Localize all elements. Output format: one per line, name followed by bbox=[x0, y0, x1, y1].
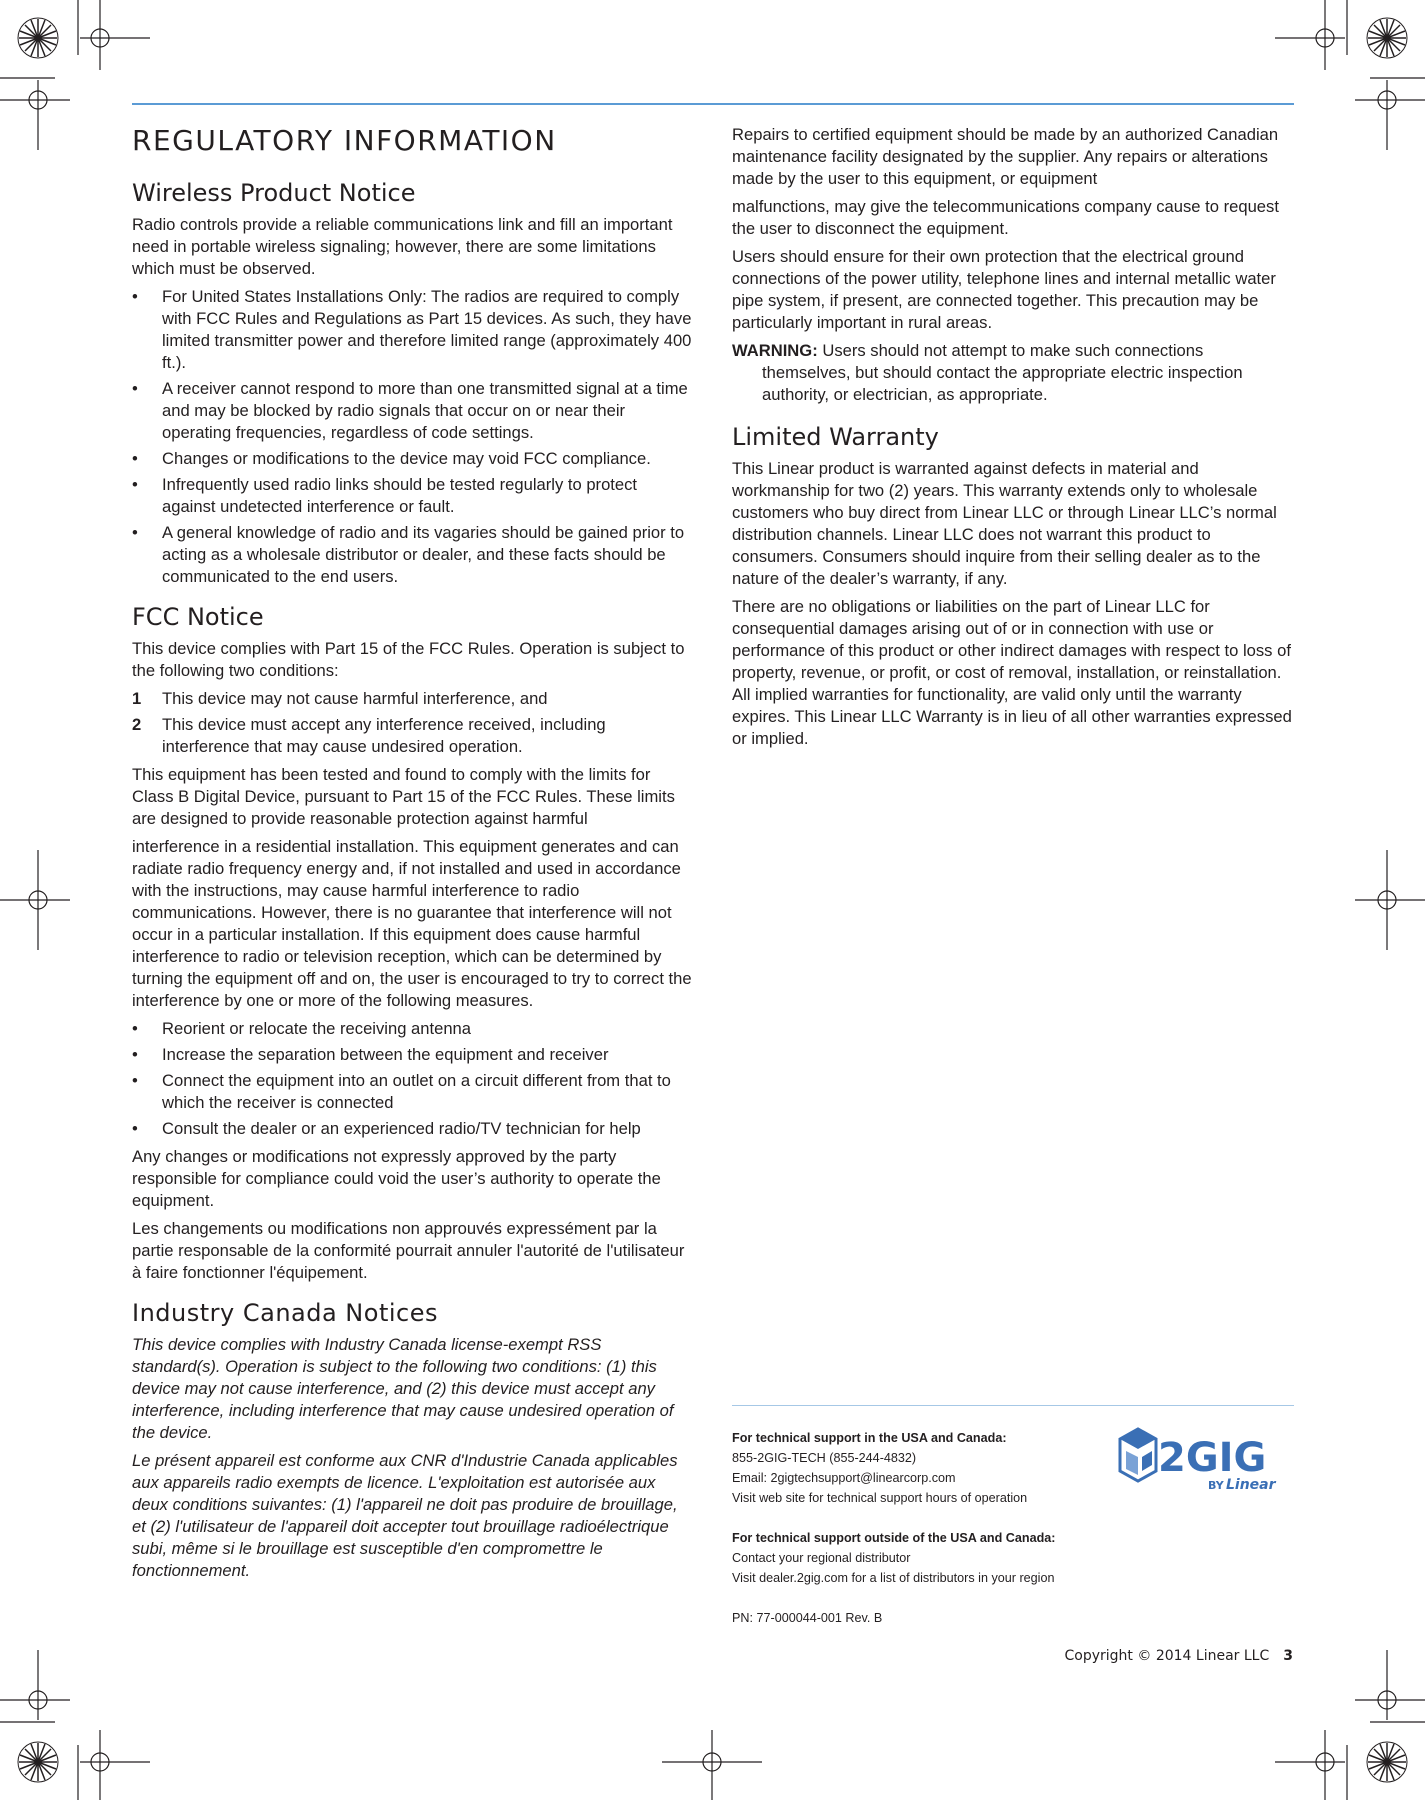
logo-brand-text: Linear bbox=[1226, 1477, 1276, 1493]
starburst-rays bbox=[19, 19, 1406, 1781]
fcc-intro: This device complies with Part 15 of the FCC Rules. Operation is subject to the following two conditions: bbox=[132, 639, 685, 680]
warning-para: WARNING: Users should not attempt to make such connections themselves, but should contact the appropriate electric inspection authority, or electrician, as appropriate. bbox=[732, 341, 1243, 404]
warranty-para-2: There are no obligations or liabilities on the part of Linear LLC for consequential damages arising out of or in connection with use or performance of this product or other indirect damages with respect to loss of property, revenue, or profit, or cost of removal, installation, or reinstallation. All implied warranties for functionality, are valid only until the warranty expires. This Linear LLC Warranty is in lieu of all other warranties expressed or implied. bbox=[732, 597, 1292, 748]
fcc-para-1: This equipment has been tested and found to comply with the limits for Class B Digital Device, pursuant to Part 15 of the FCC Rules. These limits are designed to provide reasonable protection against harmful bbox=[132, 765, 675, 828]
list-item: • Consult the dealer or an experienced radio/TV technician for help bbox=[132, 1119, 641, 1138]
logo-main-text: 2GIG bbox=[1158, 1435, 1267, 1481]
list-item: • Reorient or relocate the receiving antenna bbox=[132, 1019, 472, 1038]
support-phone: 855-2GIG-TECH (855-244-4832) bbox=[732, 1451, 917, 1465]
support-web: Visit web site for technical support hours of operation bbox=[732, 1491, 1028, 1505]
starburst-mark bbox=[18, 18, 1407, 1782]
list-item: • Increase the separation between the equipment and receiver bbox=[132, 1045, 609, 1064]
support-email: Email: 2gigtechsupport@linearcorp.com bbox=[732, 1471, 956, 1485]
copyright-text: Copyright © 2014 Linear LLC bbox=[1064, 1648, 1270, 1664]
support-usa-heading: For technical support in the USA and Canada: bbox=[732, 1431, 1007, 1445]
malfunctions-para: malfunctions, may give the telecommunications company cause to request the user to disconnect the equipment. bbox=[732, 197, 1279, 238]
page-title: REGULATORY INFORMATION bbox=[132, 124, 557, 157]
page-number: 3 bbox=[1283, 1648, 1293, 1664]
fcc-para-3: Any changes or modifications not expressly approved by the party responsible for compliance could void the user’s authority to operate the equipment. bbox=[132, 1147, 661, 1210]
grounding-para: Users should ensure for their own protection that the electrical ground connections of the power utility, telephone lines and internal metallic water pipe system, if present, are connected together. This precaution may be particularly important in rural areas. bbox=[732, 247, 1276, 332]
list-item: • A general knowledge of radio and its vagaries should be gained prior to acting as a wholesale distributor or dealer, and these facts should be communicated to the end users. bbox=[132, 523, 685, 586]
list-item: • A receiver cannot respond to more than one transmitted signal at a time and may be blocked by radio signals that occur on or near their operating frequencies, regardless of code settings. bbox=[132, 379, 688, 442]
list-item: • Connect the equipment into an outlet on a circuit different from that to which the receiver is connected bbox=[132, 1071, 671, 1112]
list-item: 1 This device may not cause harmful interference, and bbox=[132, 689, 548, 708]
list-item: 2 This device must accept any interference received, including interference that may cause undesired operation. bbox=[132, 715, 606, 756]
repairs-para: Repairs to certified equipment should be made by an authorized Canadian maintenance facility designated by the supplier. Any repairs or alterations made by the user to this equipment, or equipment bbox=[732, 125, 1279, 188]
wireless-intro: Radio controls provide a reliable communications link and fill an important need in portable wireless signaling; however, there are some limitations which must be observed. bbox=[132, 215, 673, 278]
canada-title: Industry Canada Notices bbox=[132, 1299, 438, 1327]
warranty-para-1: This Linear product is warranted against defects in material and workmanship for two (2) years. This warranty extends only to wholesale customers who buy direct from Linear LLC or through Linear LLC’s normal distribution channels. Linear LLC does not warrant this product to consumers. Consumers should inquire from their selling dealer as to the nature of the dealer’s warranty, if any. bbox=[732, 459, 1277, 588]
fcc-para-4: Les changements ou modifications non approuvés expressément par la partie responsable de la conformité pourrait annuler l'autorité de l'utilisateur à faire fonctionner l'équipement. bbox=[132, 1219, 685, 1282]
logo-by-text: BY bbox=[1208, 1479, 1224, 1492]
canada-french: Le présent appareil est conforme aux CNR d'Industrie Canada applicables aux appareils radio exempts de licence. L'exploitation est autorisée aux deux conditions suivantes: (1) l'appareil ne doit pas produire de brouillage, et (2) l'utilisateur de l'appareil doit accepter tout brouillage radioélectrique subi, même si le brouillage est susceptible d'en compromettre le fonctionnement. bbox=[132, 1451, 678, 1580]
list-item: • Changes or modifications to the device may void FCC compliance. bbox=[132, 449, 651, 468]
support-intl-heading: For technical support outside of the USA and Canada: bbox=[732, 1531, 1056, 1545]
list-item: • For United States Installations Only: The radios are required to comply with FCC Rules and Regulations as Part 15 devices. As such, they have limited transmitter power and therefore limited range (approximately 400 ft.). bbox=[132, 287, 692, 372]
fcc-para-2: interference in a residential installation. This equipment generates and can radiate radio frequency energy and, if not installed and used in accordance with the instructions, may cause harmful interference to radio communications. However, there is no guarantee that interference will not occur in a particular installation. If this equipment does cause harmful interference to radio or television reception, which can be determined by turning the equipment off and on, the user is encouraged to try to correct the interference by one or more of the following measures. bbox=[132, 837, 692, 1010]
fcc-title: FCC Notice bbox=[132, 603, 264, 631]
warranty-title: Limited Warranty bbox=[732, 423, 939, 451]
canada-english: This device complies with Industry Canada license-exempt RSS standard(s). Operation is subject to the following two conditions: (1) this device may not cause interference, and (2) this device must accept any interference, including interference that may cause undesired operation of the device. bbox=[132, 1335, 674, 1442]
support-dealer: Visit dealer.2gig.com for a list of distributors in your region bbox=[732, 1571, 1055, 1585]
part-number: PN: 77-000044-001 Rev. B bbox=[732, 1611, 883, 1625]
warning-label: WARNING: bbox=[732, 341, 818, 360]
list-item: • Infrequently used radio links should be tested regularly to protect against undetected interference or fault. bbox=[132, 475, 638, 516]
wireless-title: Wireless Product Notice bbox=[132, 179, 416, 207]
support-contact: Contact your regional distributor bbox=[732, 1551, 911, 1565]
